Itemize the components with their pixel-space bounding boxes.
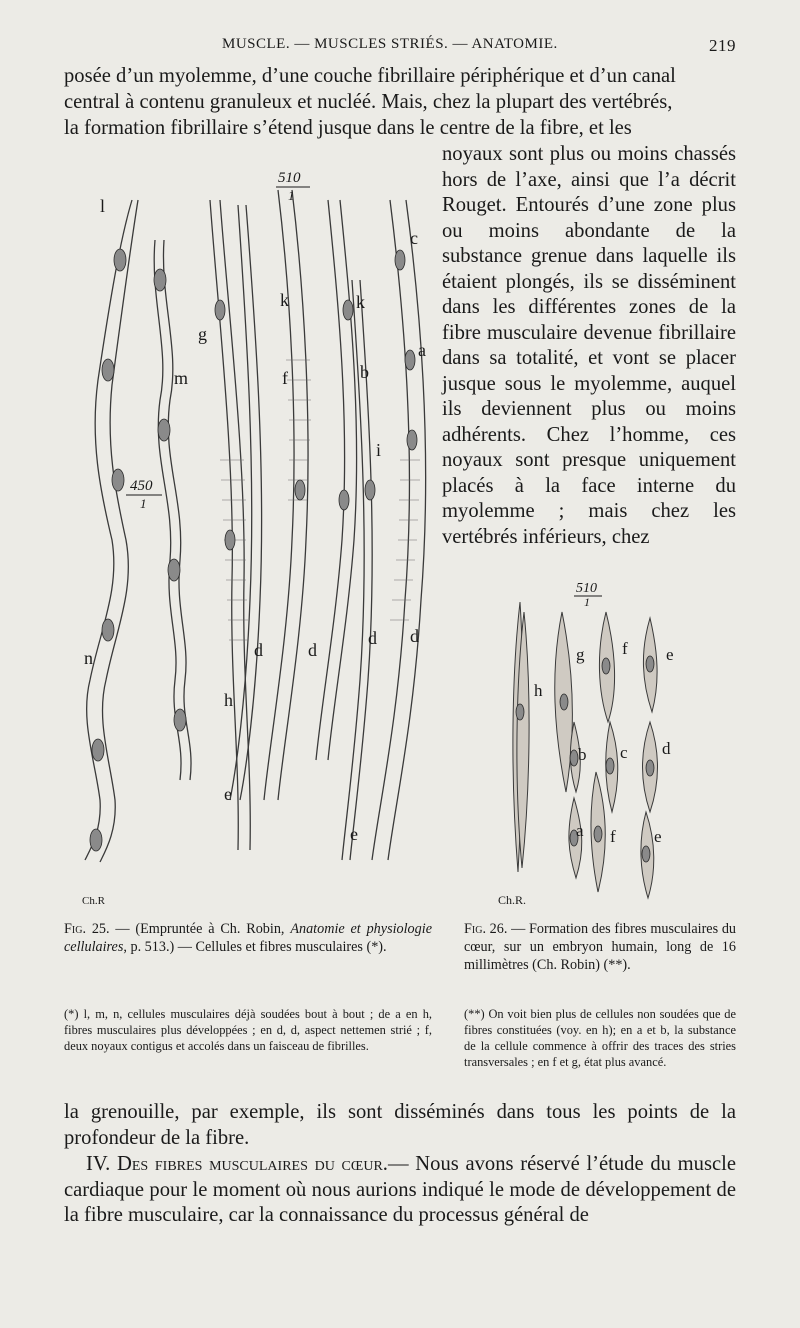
fig25-caption-label: Fig. 25. — [64, 921, 110, 937]
fig25-label-f: f — [282, 368, 288, 388]
fig26-mag-den: 1 — [584, 595, 590, 609]
wrapped-paragraph: noyaux sont plus ou moins chassés hors de l’axe, ainsi que l’a décrit Rouget. Entourés d’une zone plus ou moins abondante de la substance grenue dans laquelle ils étaient plongés, ils se disséminent dans les différentes zones de la fibre musculaire devenue fibrillaire dans sa totalité, et vont se placer jusque sous le myolemme, auquel ils deviennent plus ou moins adhérents. Chez l’homme, ces noyaux sont presque uniquement placés à la face interne du myolemme ; mais chez les vertébrés inférieurs, chez — [442, 143, 736, 548]
fig26-mag-num: 510 — [576, 581, 597, 596]
fig26-label-f1: f — [622, 639, 628, 658]
fiber-m-outline-b — [163, 240, 191, 780]
fig25-caption-italic: Anatomie et physiologie cellulaires — [64, 921, 432, 955]
fig25-label-b: b — [360, 362, 369, 382]
fig26-caption-text: — Formation des fibres musculaires du cœur, sur un embryon humain, long de 16 millimètres (Ch. Robin) (**). — [464, 921, 737, 973]
fiber-g-outline-b — [220, 200, 250, 850]
fiber-l-outline-b — [100, 200, 138, 862]
nuclei — [90, 249, 417, 851]
fig25-mag-top-num: 510 — [278, 170, 301, 186]
fig26-label-b: b — [578, 745, 587, 764]
fiber-g-outline-a — [210, 200, 238, 850]
section-paragraph — [64, 1152, 736, 1229]
fig26-caption — [464, 920, 736, 974]
fig25-label-d2: d — [308, 640, 317, 660]
body-line-2: central à contenu granuleux et nucléé. Mais, chez la plupart des vertébrés, — [64, 91, 673, 113]
fig25-label-l: l — [100, 196, 106, 216]
fig26-label-e2: e — [654, 827, 662, 846]
fig25-caption-rest: , p. 513.) — Cellules et fibres musculaires (*). — [123, 939, 387, 955]
fig25-mag-left-den: 1 — [140, 496, 147, 511]
fig25-label-k2: k — [356, 292, 365, 312]
fig26-caption-label: Fig. 26. — [464, 921, 508, 937]
fig25-label-k1: k — [280, 290, 289, 310]
fig25-label-a: a — [418, 340, 426, 360]
fig25-signature: Ch.R — [82, 895, 105, 907]
body-line-3: la formation fibrillaire s’étend jusque dans le centre de la fibre, et les — [64, 117, 632, 139]
fig25-footnote: (*) l, m, n, cellules musculaires déjà soudées bout à bout ; de a en h, fibres musculaires plus développées ; en d, d, aspect nettemen strié ; f, deux noyaux contigus et accolés dans un faisceau de fibrilles. — [64, 1007, 432, 1053]
fig26-label-g: g — [576, 645, 585, 664]
bottom-paragraph: la grenouille, par exemple, ils sont disséminés dans tous les points de la profondeur de la fibre. — [64, 1101, 736, 1149]
fiber-g2-outline-a — [230, 205, 252, 800]
fig25-label-c: c — [410, 228, 418, 248]
figure-25-drawing — [60, 160, 442, 910]
fig26-label-f2: f — [610, 827, 616, 846]
page-number: 219 — [709, 36, 736, 55]
figure-26 — [490, 572, 710, 908]
fig26-label-h: h — [534, 681, 543, 700]
fig25-label-d3: d — [368, 628, 377, 648]
fig25-caption-text: — (Empruntée à Ch. Robin, — [109, 921, 291, 937]
fiber-b-outline-a — [316, 200, 345, 760]
fig25-label-i: i — [376, 440, 382, 460]
figure-25 — [60, 160, 442, 910]
fig25-label-d4: d — [410, 626, 419, 646]
section-heading: IV. Des fibres musculaires du cœur. — [86, 1153, 388, 1175]
body-line-1: posée d’un myolemme, d’une couche fibrillaire périphérique et d’un canal — [64, 65, 676, 87]
fig25-label-n: n — [84, 648, 93, 668]
fiber-m-outline-a — [154, 240, 181, 780]
fig25-label-e1: e — [224, 784, 232, 804]
fig25-label-e2: e — [350, 824, 358, 844]
section-text: — Nous avons réservé l’étude du muscle cardiaque pour le moment où nous aurions indiqué le mode de développement de la fibre musculaire, car la connaissance du processus général de — [64, 1153, 736, 1226]
fig26-label-c: c — [620, 743, 628, 762]
fiber-c-outline-b — [388, 200, 426, 860]
fig26-label-a: a — [576, 821, 584, 840]
fig25-caption — [64, 920, 432, 956]
fig26-signature: Ch.R. — [498, 893, 527, 907]
fig25-mag-left-num: 450 — [130, 478, 153, 494]
fig26-footnote: (**) On voit bien plus de cellules non soudées que de fibres constituées (voy. en h); en a et b, la substance de la cellule commence à offrir des traces des stries transversales ; en f et g, état plus avancé. — [464, 1007, 736, 1069]
header-title: MUSCLE. — MUSCLES STRIÉS. — ANATOMIE. — [222, 36, 558, 52]
fig25-label-m: m — [174, 368, 189, 388]
fig25-label-g: g — [198, 324, 207, 344]
fig25-label-d1: d — [254, 640, 263, 660]
figure-26-drawing — [490, 572, 710, 908]
fig25-label-h: h — [224, 690, 233, 710]
fig25-mag-top-den: 1 — [288, 188, 295, 203]
running-header — [62, 36, 736, 58]
fig26-label-d: d — [662, 739, 671, 758]
fig26-label-e1: e — [666, 645, 674, 664]
